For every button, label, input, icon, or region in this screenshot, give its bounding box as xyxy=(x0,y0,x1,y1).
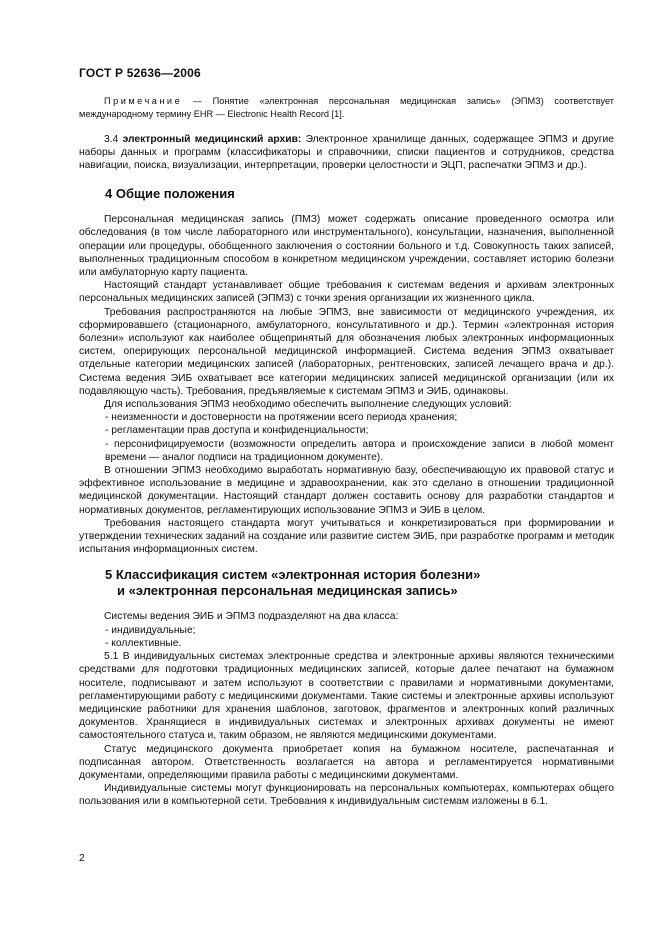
section-4-paragraph: Требования распространяются на любые ЭПМЗ, вне зависимости от медицинского учреждения, их сформировавшего (стационарного, амбулаторного, консультативного и др.). Термин «электронная история болезни» используют как наиболее общепринятый для обозначения любых электронных информационных систем, оперирующих персональной медицинской информацией. Система ведения ЭПМЗ охватывает отдельные категории медицинских записей (лабораторных, рентгеновских, записей лечащего врача и др.). Система ведения ЭИБ охватывает все категории медицинских записей медицинской организации (или их подавляющую часть). Требования, предъявляемые к системам ЭПМЗ и ЭИБ, одинаковы. xyxy=(79,306,614,397)
section-4-paragraph: В отношении ЭПМЗ необходимо выработать нормативную базу, обеспечивающую их правовой статус и эффективное использование в медицине и здравоохранении, как это сделано в отношении традиционной медицинской документации. Настоящий стандарт должен составить основу для разработки стандартов и нормативных документов, регламентирующих использование ЭПМЗ и ЭИБ в целом. xyxy=(79,465,614,516)
section-4-heading: 4 Общие положения xyxy=(105,186,235,202)
section-5-paragraph: Статус медицинского документа приобретает копия на бумажном носителе, распечатанная и подписанная автором. Ответственность возлагается на автора и регламентируется нормативными документами, определяющими правила работы с медицинскими документами. xyxy=(79,743,614,781)
section-5-title-line2: и «электронная персональная медицинская запись» xyxy=(117,583,458,599)
section-4-paragraph: Требования настоящего стандарта могут учитываться и конкретизироваться при формировании и утверждении технических заданий на создание или развитие систем ЭИБ, при разработке программ и методик испытания информационных систем. xyxy=(79,517,614,556)
class-list-item: - коллективные. xyxy=(105,637,182,649)
section-4-paragraph: Персональная медицинская запись (ПМЗ) может содержать описание проведенного осмотра или обследования (в том числе лабораторного или инструментального), консультации, назначения, выполненной операции или процедуры, обобщенного заключения о состоянии больного и т.д. Совокупность таких записей, выполненных традиционным способом в конкретном медицинском учреждении, составляет историю болезни или амбулаторную карту пациента. xyxy=(79,214,614,279)
definition-number: 3.4 xyxy=(104,133,119,145)
section-5-paragraph: 5.1 В индивидуальных системах электронные средства и электронные архивы являются техническими средствами для подготовки традиционных медицинских записей, которые далее печатают на бумажном носителе, подписывают и затем используют в соответствии с правилами и нормативными документами, регламентирующими работу с медицинскими документами. Такие системы и электронные архивы используют медицинские работники для хранения шаблонов, заготовок, фрагментов и электронных копий различных документов. Хранящиеся в индивидуальных системах и электронных архивах документы не имеют самостоятельного статуса и, таким образом, не являются медицинскими документами. xyxy=(79,651,614,742)
page-content xyxy=(79,95,614,809)
section-4-paragraph: Настоящий стандарт устанавливает общие требования к системам ведения и архивам электронных персональных медицинских записей (ЭПМЗ) с точки зрения организации их жизненного цикла. xyxy=(79,280,614,305)
condition-list-item: - персонифицируемости (возможности определить автора и происхождение записи в любой момент времени — аналог подписи на традиционном документе). xyxy=(105,438,614,463)
condition-list-item: - регламентации прав доступа и конфиденциальности; xyxy=(105,425,369,437)
section-5-paragraph: Индивидуальные системы могут функционировать на персональных компьютерах, компьютерах общего пользования или в компьютерной сети. Требования к индивидуальным системам изложены в 6.1. xyxy=(79,783,614,808)
class-list-item: - индивидуальные; xyxy=(105,624,196,636)
note-text: — Понятие «электронная персональная медицинская запись» (ЭПМЗ) соответствует международному термину EHR — Electronic Health Record [1]. xyxy=(79,96,614,119)
definition-text: Электронное хранилище данных, содержащее ЭПМЗ и другие наборы данных и программ (классификаторы и справочники, списки пациентов и сотрудников, средства навигации, поиска, визуализации, интерпретации, проверки целостности и ЭЦП, распечатки ЭПМЗ и др.). xyxy=(79,133,614,171)
section-5-intro: Системы ведения ЭИБ и ЭПМЗ подразделяют на два класса: xyxy=(104,611,399,623)
section-5-title-line1: 5 Классификация систем «электронная история болезни» xyxy=(105,567,481,583)
section-5-heading xyxy=(79,567,614,599)
section-4-paragraph: Для использования ЭПМЗ необходимо обеспечить выполнение следующих условий: xyxy=(104,399,512,411)
note-paragraph xyxy=(79,95,614,121)
note-label: Примечание xyxy=(104,96,183,106)
definition-term: электронный медицинский архив: xyxy=(122,133,302,145)
definition-3-4 xyxy=(79,133,614,173)
document-header: ГОСТ Р 52636—2006 xyxy=(79,66,201,80)
condition-list-item: - неизменности и достоверности на протяжении всего периода хранения; xyxy=(105,412,458,424)
page-number: 2 xyxy=(79,852,85,864)
